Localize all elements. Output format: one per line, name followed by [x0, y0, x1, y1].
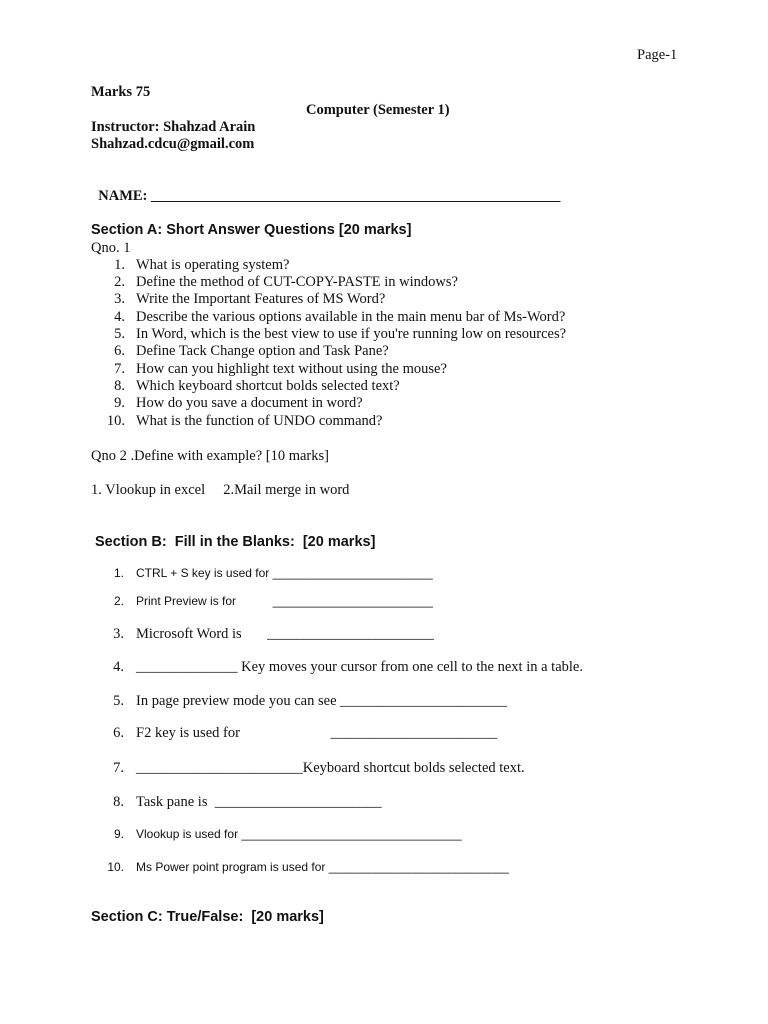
blank-number: 10.	[107, 860, 124, 874]
question-number: 9.	[114, 395, 125, 411]
course-title: Computer (Semester 1)	[306, 102, 450, 118]
blank-text: Task pane is _______________________	[136, 794, 382, 810]
question-number: 5.	[114, 326, 125, 342]
qno2-items: 1. Vlookup in excel 2.Mail merge in word	[91, 482, 350, 498]
question-number: 2.	[114, 274, 125, 290]
name-field	[91, 171, 560, 205]
question-number: 7.	[114, 361, 125, 377]
question-text: Describe the various options available in the main menu bar of Ms-Word?	[136, 309, 566, 325]
question-number: 10.	[106, 413, 125, 429]
question-text: What is operating system?	[136, 257, 290, 273]
question-number: 8.	[114, 378, 125, 394]
qno2-prompt: Qno 2 .Define with example? [10 marks]	[91, 448, 329, 464]
question-number: 3.	[114, 291, 125, 307]
blank-number: 6.	[113, 725, 124, 741]
question-number: 6.	[114, 343, 125, 359]
blank-number: 8.	[113, 794, 124, 810]
question-number: 4.	[114, 309, 125, 325]
name-blank-line: _______________________________________________________________	[151, 188, 561, 203]
blank-text: Print Preview is for ________________________	[136, 594, 433, 608]
blank-number: 3.	[113, 626, 124, 642]
question-text: How do you save a document in word?	[136, 395, 363, 411]
blank-number: 4.	[113, 659, 124, 675]
question-text: In Word, which is the best view to use if you're running low on resources?	[136, 326, 567, 342]
page-number: Page-1	[637, 47, 678, 63]
instructor-email: Shahzad.cdcu@gmail.com	[91, 136, 255, 152]
blank-text: Ms Power point program is used for ___________________________	[136, 860, 509, 874]
blank-number: 7.	[113, 760, 124, 776]
instructor-name: Instructor: Shahzad Arain	[91, 119, 256, 135]
blank-number: 5.	[113, 693, 124, 709]
blank-number: 1.	[113, 566, 124, 580]
blank-text: Vlookup is used for _________________________________	[136, 827, 462, 841]
section-c-heading: Section C: True/False: [20 marks]	[91, 909, 324, 925]
question-text: What is the function of UNDO command?	[136, 413, 383, 429]
qno1-label: Qno. 1	[91, 240, 131, 256]
question-text: How can you highlight text without using the mouse?	[136, 361, 447, 377]
blank-text: ______________ Key moves your cursor from one cell to the next in a table.	[136, 659, 583, 675]
question-number: 1.	[114, 257, 125, 273]
name-label: NAME:	[98, 188, 152, 204]
blank-text: _______________________Keyboard shortcut bolds selected text.	[136, 760, 525, 776]
question-text: Define the method of CUT-COPY-PASTE in windows?	[136, 274, 458, 290]
blank-number: 9.	[113, 827, 124, 841]
section-a-heading: Section A: Short Answer Questions [20 marks]	[91, 222, 412, 238]
question-text: Write the Important Features of MS Word?	[136, 291, 386, 307]
question-text: Define Tack Change option and Task Pane?	[136, 343, 389, 359]
blank-text: In page preview mode you can see _______________________	[136, 693, 507, 709]
blank-number: 2.	[113, 594, 124, 608]
blank-text: Microsoft Word is _______________________	[136, 626, 434, 642]
blank-text: CTRL + S key is used for ________________________	[136, 566, 433, 580]
question-text: Which keyboard shortcut bolds selected text?	[136, 378, 400, 394]
marks-total: Marks 75	[91, 84, 151, 100]
blank-text: F2 key is used for _______________________	[136, 725, 498, 741]
section-b-heading: Section B: Fill in the Blanks: [20 marks]	[95, 534, 376, 550]
